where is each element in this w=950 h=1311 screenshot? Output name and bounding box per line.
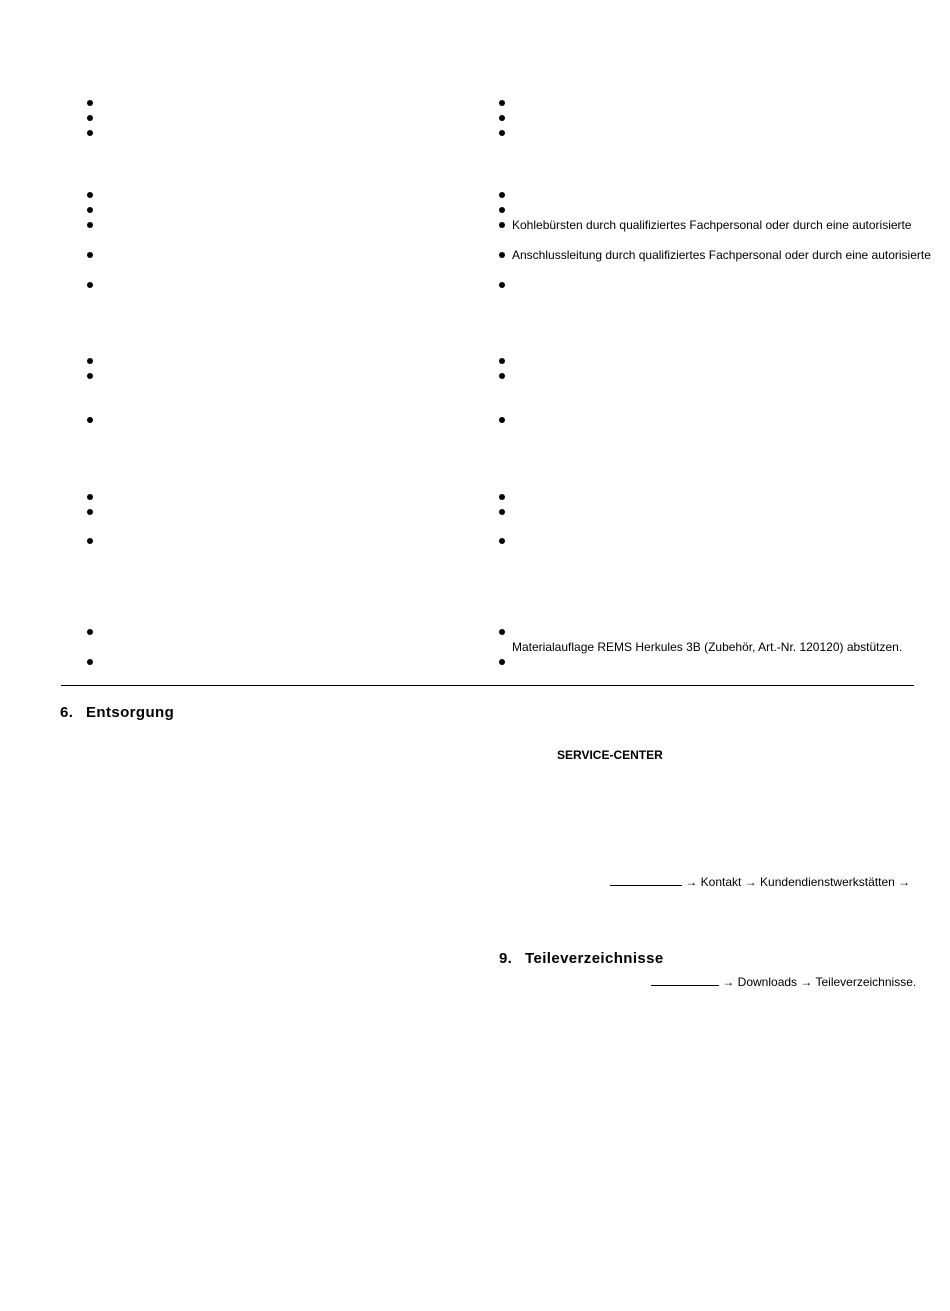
service-center-label: SERVICE-CENTER (557, 748, 663, 762)
list-bullet (499, 509, 505, 515)
section-divider (61, 685, 914, 686)
section-6-title: Entsorgung (86, 704, 175, 721)
list-bullet (87, 192, 93, 198)
list-bullet (87, 373, 93, 379)
list-bullet (499, 222, 505, 228)
list-bullet (87, 130, 93, 136)
right-text-anschlussleitung: Anschlussleitung durch qualifiziertes Fachpersonal oder durch eine autorisierte (512, 248, 931, 262)
list-bullet (87, 358, 93, 364)
link-placeholder[interactable] (610, 875, 682, 886)
list-bullet (87, 494, 93, 500)
link-placeholder[interactable] (651, 975, 719, 986)
list-bullet (87, 100, 93, 106)
list-bullet (87, 509, 93, 515)
list-bullet (499, 100, 505, 106)
list-bullet (499, 192, 505, 198)
list-bullet (499, 629, 505, 635)
section-9-path-text: → Downloads → Teileverzeichnisse. (722, 975, 917, 989)
list-bullet (499, 252, 505, 258)
list-bullet (87, 252, 93, 258)
list-bullet (499, 659, 505, 665)
list-bullet (499, 373, 505, 379)
list-bullet (499, 538, 505, 544)
service-path-text: → Kontakt → Kundendienstwerkstätten → (685, 875, 911, 889)
list-bullet (499, 207, 505, 213)
list-bullet (499, 115, 505, 121)
section-6-number: 6. (60, 704, 74, 721)
section-9-title: Teileverzeichnisse (525, 950, 664, 967)
list-bullet (87, 659, 93, 665)
section-9-number: 9. (499, 950, 513, 967)
list-bullet (87, 222, 93, 228)
list-bullet (499, 417, 505, 423)
list-bullet (499, 130, 505, 136)
list-bullet (87, 417, 93, 423)
list-bullet (499, 282, 505, 288)
right-text-materialauflage: Materialauflage REMS Herkules 3B (Zubehör, Art.-Nr. 120120) abstützen. (512, 640, 903, 654)
list-bullet (87, 282, 93, 288)
list-bullet (499, 494, 505, 500)
section-6-heading (60, 704, 174, 721)
list-bullet (87, 115, 93, 121)
right-text-kohlebuersten: Kohlebürsten durch qualifiziertes Fachpersonal oder durch eine autorisierte (512, 218, 912, 232)
list-bullet (87, 629, 93, 635)
list-bullet (87, 538, 93, 544)
section-9-heading (499, 950, 664, 967)
service-center-path (610, 875, 910, 889)
section-9-path (651, 975, 916, 989)
list-bullet (87, 207, 93, 213)
list-bullet (499, 358, 505, 364)
